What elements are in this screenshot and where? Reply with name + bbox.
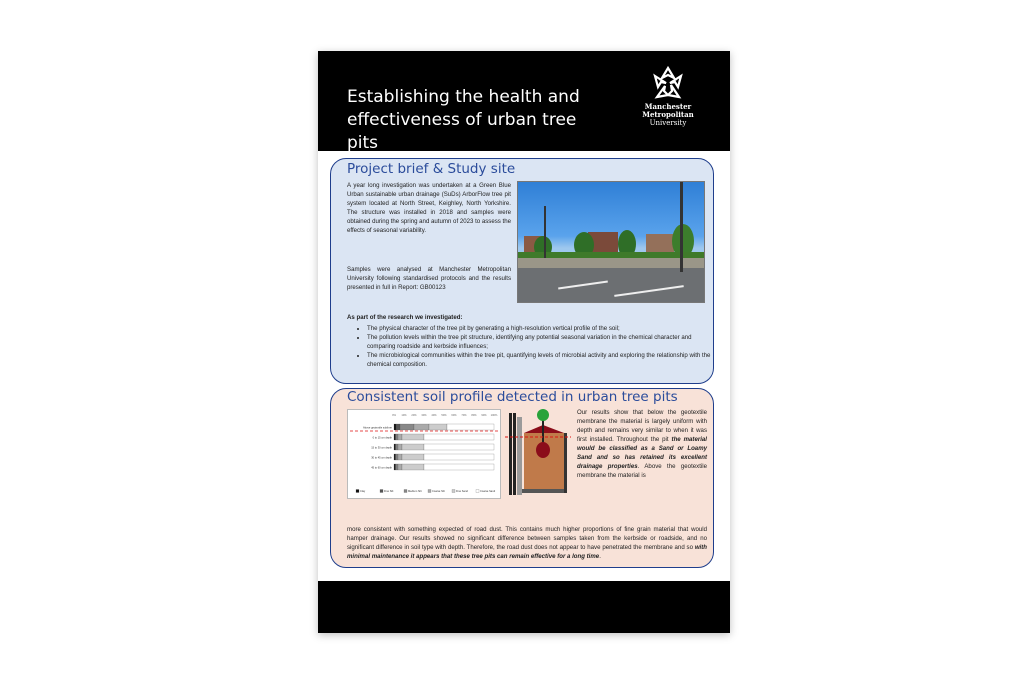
grain-size-chart: [347, 409, 501, 499]
bar-segment: [396, 454, 398, 460]
poster-header: [318, 51, 730, 151]
poster-footer: [318, 581, 730, 633]
bar-segment: [395, 464, 396, 470]
bar-segment: [447, 424, 494, 430]
logo-text-manchester: Manchester: [644, 102, 692, 111]
legend-label: Medium Silt: [408, 490, 422, 493]
bar-segment: [394, 464, 395, 470]
bar-segment: [394, 424, 396, 430]
poster-title: [347, 86, 587, 155]
x-tick-label: 0%: [392, 414, 396, 417]
logo-emblem-icon: [650, 65, 686, 103]
x-tick-label: 10%: [401, 414, 407, 417]
legend-label: Clay: [360, 490, 366, 493]
bar-segment: [396, 424, 400, 430]
legend-label: Coarse Sand: [480, 490, 496, 493]
bar-segment: [424, 444, 494, 450]
brief-paragraph-1: A year long investigation was undertaken at a Green Blue Urban sustainable urban drainage (SuDs) ArborFlow tree pit system located at North Street, Keighley, North Yorkshire. The structure was installed in 2018 and samples were obtained during the spring and autumn of 2023 to assess the effects of seasonal variability.: [347, 182, 511, 234]
bar-segment: [402, 444, 424, 450]
project-brief-panel: [330, 158, 714, 384]
bar-segment: [402, 454, 424, 460]
x-tick-label: 80%: [471, 414, 477, 417]
project-brief-heading: Project brief & Study site: [347, 161, 516, 177]
legend-swatch: [380, 490, 383, 493]
category-label: 15 to 30 cm depth: [371, 446, 392, 450]
soil-text-column: Our results show that below the geotextile membrane the material is largely uniform with depth and remains very similar to when it was first installed. Throughout the pit the material would be classified as a Sand or Loamy Sand and so has retained its excellent drainage properties. Above the geotextile membrane the material is: [577, 409, 708, 479]
bar-segment: [395, 434, 396, 440]
legend-label: Fine Sand: [456, 490, 468, 493]
soil-text-intro: Our results show that below the geotextile membrane the material is largely uniform with depth and remains very similar to when it was first installed. Throughout the pit: [577, 409, 707, 443]
list-item: • The physical character of the tree pit by generating a high-resolution vertical profile of the soil;: [367, 324, 717, 333]
bar-segment: [398, 454, 402, 460]
bar-segment: [402, 464, 424, 470]
brief-paragraph-2: Samples were analysed at Manchester Metropolitan University following standardised protocols and the results presented in full in Report: GB00123: [347, 266, 511, 291]
legend-label: Fine Silt: [384, 490, 394, 493]
bar-segment: [398, 444, 402, 450]
legend-swatch: [476, 490, 479, 493]
category-label: Above geotextile subliner: [363, 426, 392, 430]
bar-segment: [429, 424, 447, 430]
bar-segment: [398, 464, 402, 470]
bar-segment: [424, 434, 494, 440]
tree-pit-diagram: [505, 407, 571, 503]
legend-label: Coarse Silt: [432, 490, 445, 493]
x-tick-label: 90%: [481, 414, 487, 417]
legend-swatch: [428, 490, 431, 493]
university-logo: [628, 65, 708, 139]
bar-segment: [400, 424, 414, 430]
legend-swatch: [356, 490, 359, 493]
bar-segment: [395, 444, 396, 450]
soil-profile-panel: [330, 388, 714, 568]
bar-segment: [424, 454, 494, 460]
bar-segment: [394, 454, 395, 460]
logo-text-university: University: [649, 119, 687, 127]
bar-segment: [396, 464, 398, 470]
soil-text-full-width: more consistent with something expected of road dust. This contains much higher proportions of fine grain material that would hamper drainage. Our results showed no significant difference between samples taken from the kerbside or roadside, and no significant difference in soil type with depth. Therefore, the road dust does not appear to have penetrated the membrane and so with minimal maintenance it appears that these tree pits can remain effective for a long time.: [347, 526, 707, 560]
soil-text-key-finding: the material would be classified as a Sand or Loamy Sand and so has retained its excellent drainage properties: [577, 436, 708, 470]
soil-text-conclusion: with minimal maintenance it appears that these tree pits can remain effective for a long time: [347, 544, 707, 560]
category-label: 0 to 15 cm depth: [372, 436, 392, 440]
x-tick-label: 70%: [461, 414, 467, 417]
grain-size-chart-svg: [348, 410, 500, 498]
x-tick-label: 40%: [431, 414, 437, 417]
title-line-1: Establishing the health and: [347, 87, 580, 107]
legend-swatch: [404, 490, 407, 493]
category-label: 45 to 60 cm depth: [371, 466, 392, 470]
list-item: • The pollution levels within the tree pit structure, identifying any potential seasonal variation in the chemical character and comparing roadside and kerbside influences;: [367, 333, 717, 351]
bar-segment: [414, 424, 429, 430]
x-tick-label: 20%: [411, 414, 417, 417]
bar-segment: [396, 434, 398, 440]
bar-segment: [394, 444, 395, 450]
bar-segment: [424, 464, 494, 470]
soil-profile-heading: Consistent soil profile detected in urban tree pits: [347, 389, 678, 405]
x-tick-label: 60%: [451, 414, 457, 417]
legend-swatch: [452, 490, 455, 493]
poster-document: [318, 51, 730, 633]
x-tick-label: 100%: [490, 414, 498, 417]
investigation-list: [355, 324, 717, 369]
study-site-photo: [517, 181, 705, 303]
category-label: 30 to 45 cm depth: [371, 456, 392, 460]
bar-segment: [396, 444, 398, 450]
investigated-heading: As part of the research we investigated:: [347, 314, 463, 321]
bar-segment: [398, 434, 402, 440]
list-item: • The microbiological communities within the tree pit, quantifying levels of microbial activity and exploring the relationship with the chemical composition.: [367, 351, 717, 369]
bar-segment: [395, 454, 396, 460]
bar-segment: [394, 434, 395, 440]
x-tick-label: 30%: [421, 414, 427, 417]
logo-text-metropolitan: Metropolitan: [642, 110, 694, 119]
x-tick-label: 50%: [441, 414, 447, 417]
bar-segment: [402, 434, 424, 440]
title-line-2: effectiveness of urban tree pits: [347, 110, 577, 153]
